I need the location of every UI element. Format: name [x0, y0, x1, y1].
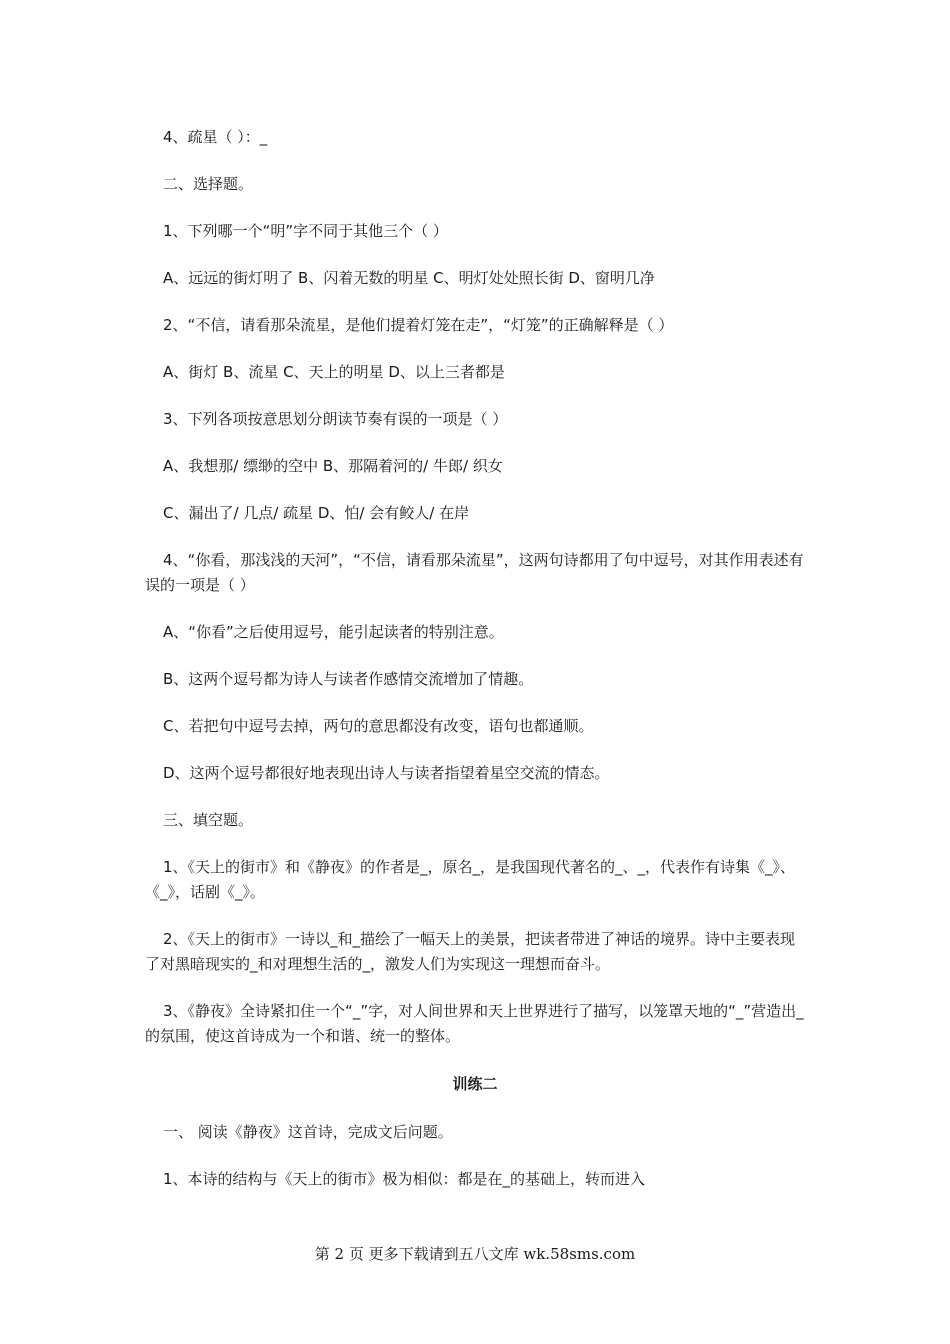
question: 3、《静夜》全诗紧扣住一个“_”字，对人间世界和天上世界进行了描写，以笼罩天地的“_”营造出_的氛围，使这首诗成为一个和谐、统一的整体。	[145, 1002, 804, 1045]
option: A、“你看”之后使用逗号，能引起读者的特别注意。	[163, 623, 504, 641]
question: 1、本诗的结构与《天上的街市》极为相似：都是在_的基础上，转而进入	[163, 1170, 646, 1188]
section-heading: 三、填空题。	[163, 811, 254, 829]
option: B、这两个逗号都为诗人与读者作感情交流增加了情趣。	[163, 670, 534, 688]
question: 1、下列哪一个“明”字不同于其他三个（ ）	[163, 222, 448, 240]
section-title: 训练二	[452, 1075, 498, 1093]
page-footer: 第 2 页 更多下载请到五八文库 wk.58sms.com	[314, 1245, 636, 1263]
text-line: 4、疏星（ ）：_	[163, 128, 268, 146]
question: 4、“你看，那浅浅的天河”，“不信，请看那朵流星”，这两句诗都用了句中逗号，对其作用表述有误的一项是（ ）	[145, 551, 804, 594]
option: D、这两个逗号都很好地表现出诗人与读者指望着星空交流的情态。	[163, 764, 610, 782]
question: 3、下列各项按意思划分朗读节奏有误的一项是（ ）	[163, 410, 508, 428]
options: A、我想那/ 缥缈的空中 B、那隔着河的/ 牛郎/ 织女	[163, 457, 503, 475]
options: A、街灯 B、流星 C、天上的明星 D、以上三者都是	[163, 363, 505, 381]
options: A、远远的街灯明了 B、闪着无数的明星 C、明灯处处照长街 D、窗明几净	[163, 269, 655, 287]
options: C、漏出了/ 几点/ 疏星 D、怕/ 会有鲛人/ 在岸	[163, 504, 470, 522]
section-heading: 二、选择题。	[163, 175, 254, 193]
option: C、若把句中逗号去掉，两句的意思都没有改变，语句也都通顺。	[163, 717, 594, 735]
question: 1、《天上的街市》和《静夜》的作者是_，原名_，是我国现代著名的_、_，代表作有诗集《_》、《_》，话剧《_》。	[145, 858, 796, 901]
question: 2、“不信，请看那朵流星，是他们提着灯笼在走”，“灯笼”的正确解释是（ ）	[163, 316, 674, 334]
question: 2、《天上的街市》一诗以_和_描绘了一幅天上的美景，把读者带进了神话的境界。诗中主要表现了对黑暗现实的_和对理想生活的_，激发人们为实现这一理想而奋斗。	[145, 930, 796, 973]
section-heading: 一、 阅读《静夜》这首诗，完成文后问题。	[163, 1123, 453, 1141]
